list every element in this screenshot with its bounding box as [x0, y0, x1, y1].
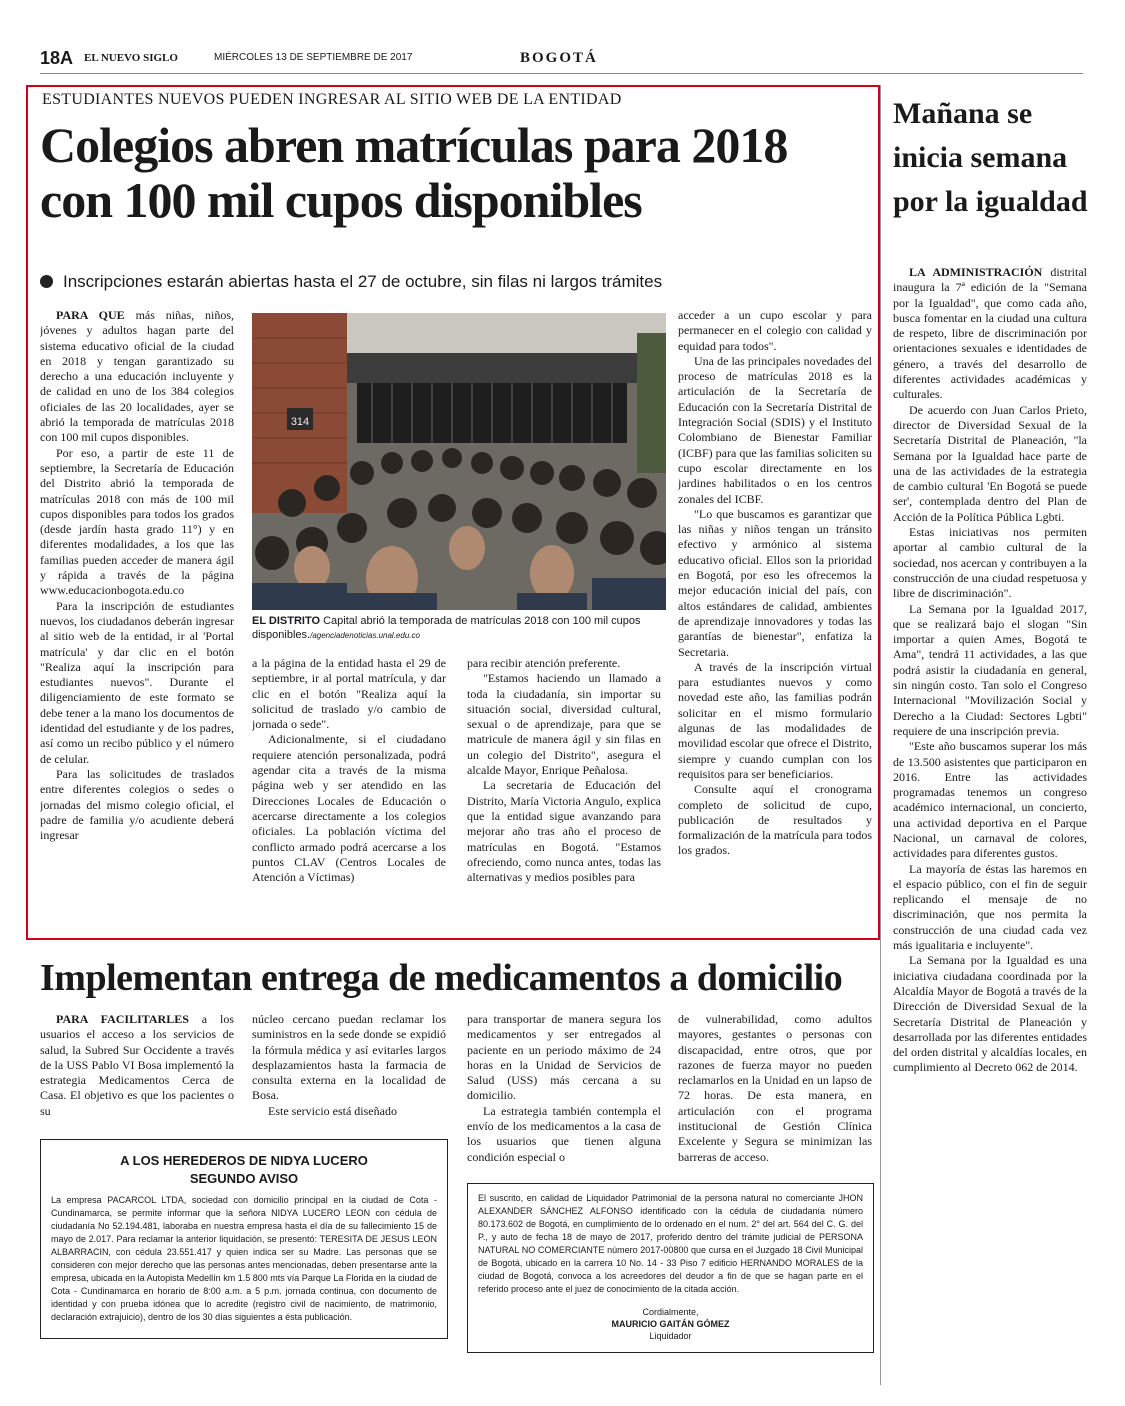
column-divider [880, 85, 881, 1385]
subhead-text: Inscripciones estarán abiertas hasta el 27 de octubre, sin filas ni largos trámites [63, 272, 663, 291]
paragraph: Adicionalmente, si el ciudadano requiere atención personalizada, podrá agendar cita a través de la misma página web y ser atendido en las Direcciones Locales de Educación o acercarse directamente a los colegios oficiales. La población víctima del conflicto armado podrá acercarse a los puntos CLAV (Centros Locales de Atención a Víctimas) [252, 732, 446, 885]
paragraph: a los usuarios el acceso a los servicios de salud, la Subred Sur Occidente a través de la USS Pablo VI Bosa implementó la estrategia Medicamentos Cerca de Casa. El objetivo es que los pacientes o su [40, 1012, 234, 1118]
notice-title: A LOS HEREDEROS DE NIDYA LUCERO [120, 1153, 368, 1168]
issue-date: MIÉRCOLES 13 DE SEPTIEMBRE DE 2017 [214, 52, 413, 63]
main-column-2 [252, 656, 446, 933]
legal-notice-heirs [40, 1139, 448, 1339]
second-headline: Implementan entrega de medicamentos a domicilio [40, 957, 843, 999]
paragraph: de vulnerabilidad, como adultos mayores, gestantes o personas con discapacidad, entre otros, que por razones de fuerza mayor no pueden reclamarlos en la Unidad en un lapso de 72 horas. De esta manera, en articulación con el programa institucional de Gestión Clínica Excelente y Segura se minimizan las barreras de acceso. [678, 1012, 872, 1164]
second-column-1 [40, 1012, 234, 1124]
paragraph: La estrategia también contempla el envío de los medicamentos a la casa de los usuarios que tienen alguna condición especial o [467, 1103, 661, 1164]
paragraph: A través de la inscripción virtual para estudiantes nuevos y como novedad este año, las familias podrán solicitar en el mismo formulario algunas de las modalidades de movilidad escolar que ofrece el Distrito, siempre y cuando cumplan con los requisitos para ser beneficiarios. [678, 659, 872, 781]
second-column-3 [467, 1012, 661, 1172]
building-number: 314 [290, 416, 310, 428]
second-column-4 [678, 1012, 872, 1172]
photo-caption [252, 614, 666, 643]
paragraph: "Lo que buscamos es garantizar que las niñas y niños tengan un tránsito efectivo y armónico al sistema educativo oficial. Ellos son la prioridad en Bogotá, por eso les ofrecemos la mejor educación inicial del país, con altos estándares de calidad, ambientes de aprendizaje innovadores y todas las garantías de bienestar", enfatiza la Secretaria. [678, 506, 872, 659]
paragraph: Una de las principales novedades del proceso de matrículas 2018 es la articulación de la Secretaría de Educación con la Secretaría Distrital de Integración Social (SDIS) y el Instituto Colombiano de Bienestar Familiar (ICBF) para que las familias soliciten su cupo escolar directamente en los jardines habilitados o en los centros zonales del ICBF. [678, 353, 872, 506]
paragraph: La secretaria de Educación del Distrito, María Victoria Angulo, explica que la entidad sigue avanzando para mejorar año tras año el proceso de matrículas en Bogotá. "Estamos ofreciendo, como nunca antes, todas las alternativas y medios posibles para [467, 778, 661, 885]
sidebar-lead-words: LA ADMINISTRACIÓN [909, 265, 1043, 279]
notice-body: La empresa PACARCOL LTDA, sociedad con domicilio principal en la ciudad de Cota - Cundinamarca, se permite informar que la señora NIDYA LUCERO LEON con cédula de ciudadanía No 52.194.481, laboraba en nuestra empresa hasta el día de su fallecimiento 15 de mayo de 2.017. Para reclamar la anterior liquidación, se presentó: TERESITA DE JESUS LEON ALBARRACIN, con cédula 23.551.417 y quien indica ser su Madre. Las personas que se consideren con mejor derecho que las personas antes mencionadas, deben presentarse ante la empresa, ubicada en la Autopista Medellín km 1.5 800 mts vía Parque La Florida en la ciudad de Cota - Cundinamarca en horario de 8:00 a.m. a 5 p.m. jornada continua, con documento de identidad y con prueba idónea que lo acredite (registro civil de nacimiento, de matrimonio, declaración extrajuicio), dentro de los 30 días siguientes a ésta publicación. [51, 1195, 437, 1322]
signer-role: Liquidador [649, 1331, 692, 1341]
paragraph: Estas iniciativas nos permiten aportar al cambio cultural de la sociedad, nos acercan y contribuyen a la construcción de una ciudad respetuosa y libre de discriminación". [893, 525, 1087, 601]
notice-subtitle: SEGUNDO AVISO [189, 1171, 299, 1186]
main-column-1 [40, 308, 234, 933]
sidebar-headline: Mañana se inicia semana por la igualdad [893, 97, 1088, 218]
paragraph: acceder a un cupo escolar y para permanecer en el colegio con calidad y equidad para todos". [678, 308, 872, 353]
main-column-3 [467, 656, 661, 933]
subhead [40, 272, 662, 292]
paragraph: La mayoría de éstas las haremos en el espacio público, con el fin de seguir replicando el mensaje de no discriminación, que nos permita la construcción de una ciudad cada vez más igualitaria e incluyente". [893, 861, 1087, 953]
section-name: BOGOTÁ [520, 50, 598, 66]
closing-text: Cordialmente, [642, 1307, 699, 1317]
paragraph: para recibir atención preferente. [467, 656, 621, 670]
news-photo [252, 313, 666, 610]
signer-name: MAURICIO GAITÁN GÓMEZ [611, 1319, 730, 1329]
paragraph: La Semana por la Igualdad es una iniciativa ciudadana coordinada por la Alcaldía Mayor de Bogotá a través de la Dirección de Diversidad Sexual de la Secretaría Distrital de Planeación y desarrollada por las diferentes entidades del orden distrital y alcaldías locales, en cumplimiento al Decreto 062 de 2014. [893, 953, 1087, 1075]
main-headline: Colegios abren matrículas para 2018 con 100 mil cupos disponibles [40, 117, 788, 228]
newspaper-name: EL NUEVO SIGLO [84, 52, 178, 64]
paragraph: Por eso, a partir de este 11 de septiembre, la Secretaría de Educación del Distrito abrió la temporada de matrículas 2018 con más de 100 mil cupos disponibles para todos los grados (desde jardín hasta grado 11°) y en diferentes modalidades, a los que las familias pueden acceder de manera ágil y rápida a través de la página www.educacionbogota.edu.co [40, 445, 234, 598]
caption-credit: /agenciadenoticias.unal.edu.co [310, 631, 420, 640]
page-header [40, 44, 1083, 74]
caption-lead: EL DISTRITO [252, 615, 321, 627]
paragraph: a la página de la entidad hasta el 29 de septiembre, ir al portal matrícula, y dar clic en el botón "Realiza aquí la solicitud de traslado y/o cambio de jornada o sede". [252, 656, 446, 732]
paragraph: De acuerdo con Juan Carlos Prieto, director de Diversidad Sexual de la Secretaría Distrital de Planeación, "la Semana por la Igualdad hace parte de una de las actividades de la estrategia de cambio cultural 'En Bogotá se puede ser', contemplada dentro del Plan de Acción de la Política Pública Lgbti. [893, 402, 1087, 524]
caption-text: Capital abrió la temporada de matrículas 2018 con 100 mil cupos disponibles. [252, 615, 641, 641]
paragraph: distrital inaugura la 7ª edición de la "Semana por la Igualdad", que como cada año, busca fomentar en la ciudad una cultura de respeto, libre de discriminación por orientaciones sexuales e identidades de género, a través del desarrollo de diferentes actividades académicas y culturales. [893, 265, 1087, 402]
paragraph: Este servicio está diseñado [268, 1103, 397, 1118]
paragraph: Para la inscripción de estudiantes nuevos, los ciudadanos deberán ingresar al sitio web de la entidad, ir al 'Portal matrícula' y dar clic en el botón "Realiza aquí la inscripción para estudiantes nuevos". Durante el diligenciamiento de este formato se debe tener a la mano los documentos de identidad del estudiante y de los padres, así como un recibo público y el número de celular. [40, 598, 234, 766]
paragraph: Para las solicitudes de traslados entre diferentes colegios o sedes o jornadas del mismo colegio oficial, el padre de familia y/o acudiente deberá ingresar [40, 766, 234, 843]
crowd-photo-illustration [252, 313, 666, 610]
paragraph: para transportar de manera segura los medicamentos y ser entregados al paciente en un periodo máximo de 24 horas en la Unidad de Servicios de Salud (USS) más cercana a su domicilio. [467, 1012, 661, 1103]
page-number: 18A [40, 48, 74, 68]
paragraph: más niñas, niños, jóvenes y adultos hagan parte del sistema educativo oficial de la ciudad en 2018 y tengan garantizado su derecho a una educación incluyente y de calidad en uno de los 384 colegios oficiales de las 20 localidades, ayer se abrió la temporada de matrículas 2018 con 100 mil cupos disponibles. [40, 308, 234, 445]
paragraph: núcleo cercano puedan reclamar los suministros en la sede donde se expidió la fórmula médica y así evitarles largos desplazamientos hasta la farmacia de consulta externa en la localidad de Bosa. [252, 1012, 446, 1103]
notice-body: El suscrito, en calidad de Liquidador Patrimonial de la persona natural no comerciante JHON ALEXANDER SÁNCHEZ ALFONSO identificado con la cédula de ciudadanía número 80.173.602 de Bogotá, en cumplimiento de lo ordenado en el num. 2° del art. 564 del C. G. del P., y auto de fecha 18 de mayo de 2017, proferido dentro del trámite judicial de PERSONA NATURAL NO COMERCIANTE número 2017-00800 que cursa en el Juzgado 18 Civil Municipal de Bogotá, ubicado en la carrera 10 No. 14 - 33 Piso 7 edificio HERNANDO MORALES de la ciudad de Bogotá, convoca a los acreedores del deudor a fin de que se hagan parte en el referido proceso ante el juez de conocimiento de la citada acción. [478, 1193, 863, 1294]
legal-notice-liquidator [467, 1183, 874, 1353]
paragraph: "Estamos haciendo un llamado a toda la ciudadanía, sin importar su situación social, diversidad cultural, sexual o de aprendizaje, para que se matricule de manera ágil y sin filas en un colegio del Distrito", asegura el alcalde Mayor, Enrique Peñalosa. [467, 671, 661, 778]
sidebar-column [893, 265, 1087, 1385]
paragraph: Consulte aquí el cronograma completo de solicitud de cupo, publicación de resultados y formalización de la matrícula para todos los grados. [678, 782, 872, 858]
second-column-2 [252, 1012, 446, 1124]
second-lead-words: PARA FACILITARLES [56, 1012, 189, 1026]
paragraph: La Semana por la Igualdad 2017, que se realizará bajo el slogan "Sin importar a quien Ames, Bogotá te Ama", tendrá 11 actividades, a las que podrá asistir la ciudadanía en general, sin ningún costo. Tan solo el Congreso Internacional "Movilización Social y Derecho a la Ciudad: Sectores Lgbti" requiere de una inscripción previa. [893, 601, 1087, 738]
lead-words: PARA QUE [56, 308, 125, 322]
main-column-4 [678, 308, 872, 933]
story-kicker: ESTUDIANTES NUEVOS PUEDEN INGRESAR AL SITIO WEB DE LA ENTIDAD [42, 91, 622, 108]
notice-signature [478, 1306, 863, 1342]
bullet-icon [40, 275, 53, 288]
paragraph: "Este año buscamos superar los más de 13.500 asistentes que participaron en 2016. Entre las actividades programadas tenemos un congreso académico internacional, un concierto, una actividad deportiva en el Parque Nacional, un carnaval de colores, actividades para diferentes gustos. [893, 739, 1087, 861]
